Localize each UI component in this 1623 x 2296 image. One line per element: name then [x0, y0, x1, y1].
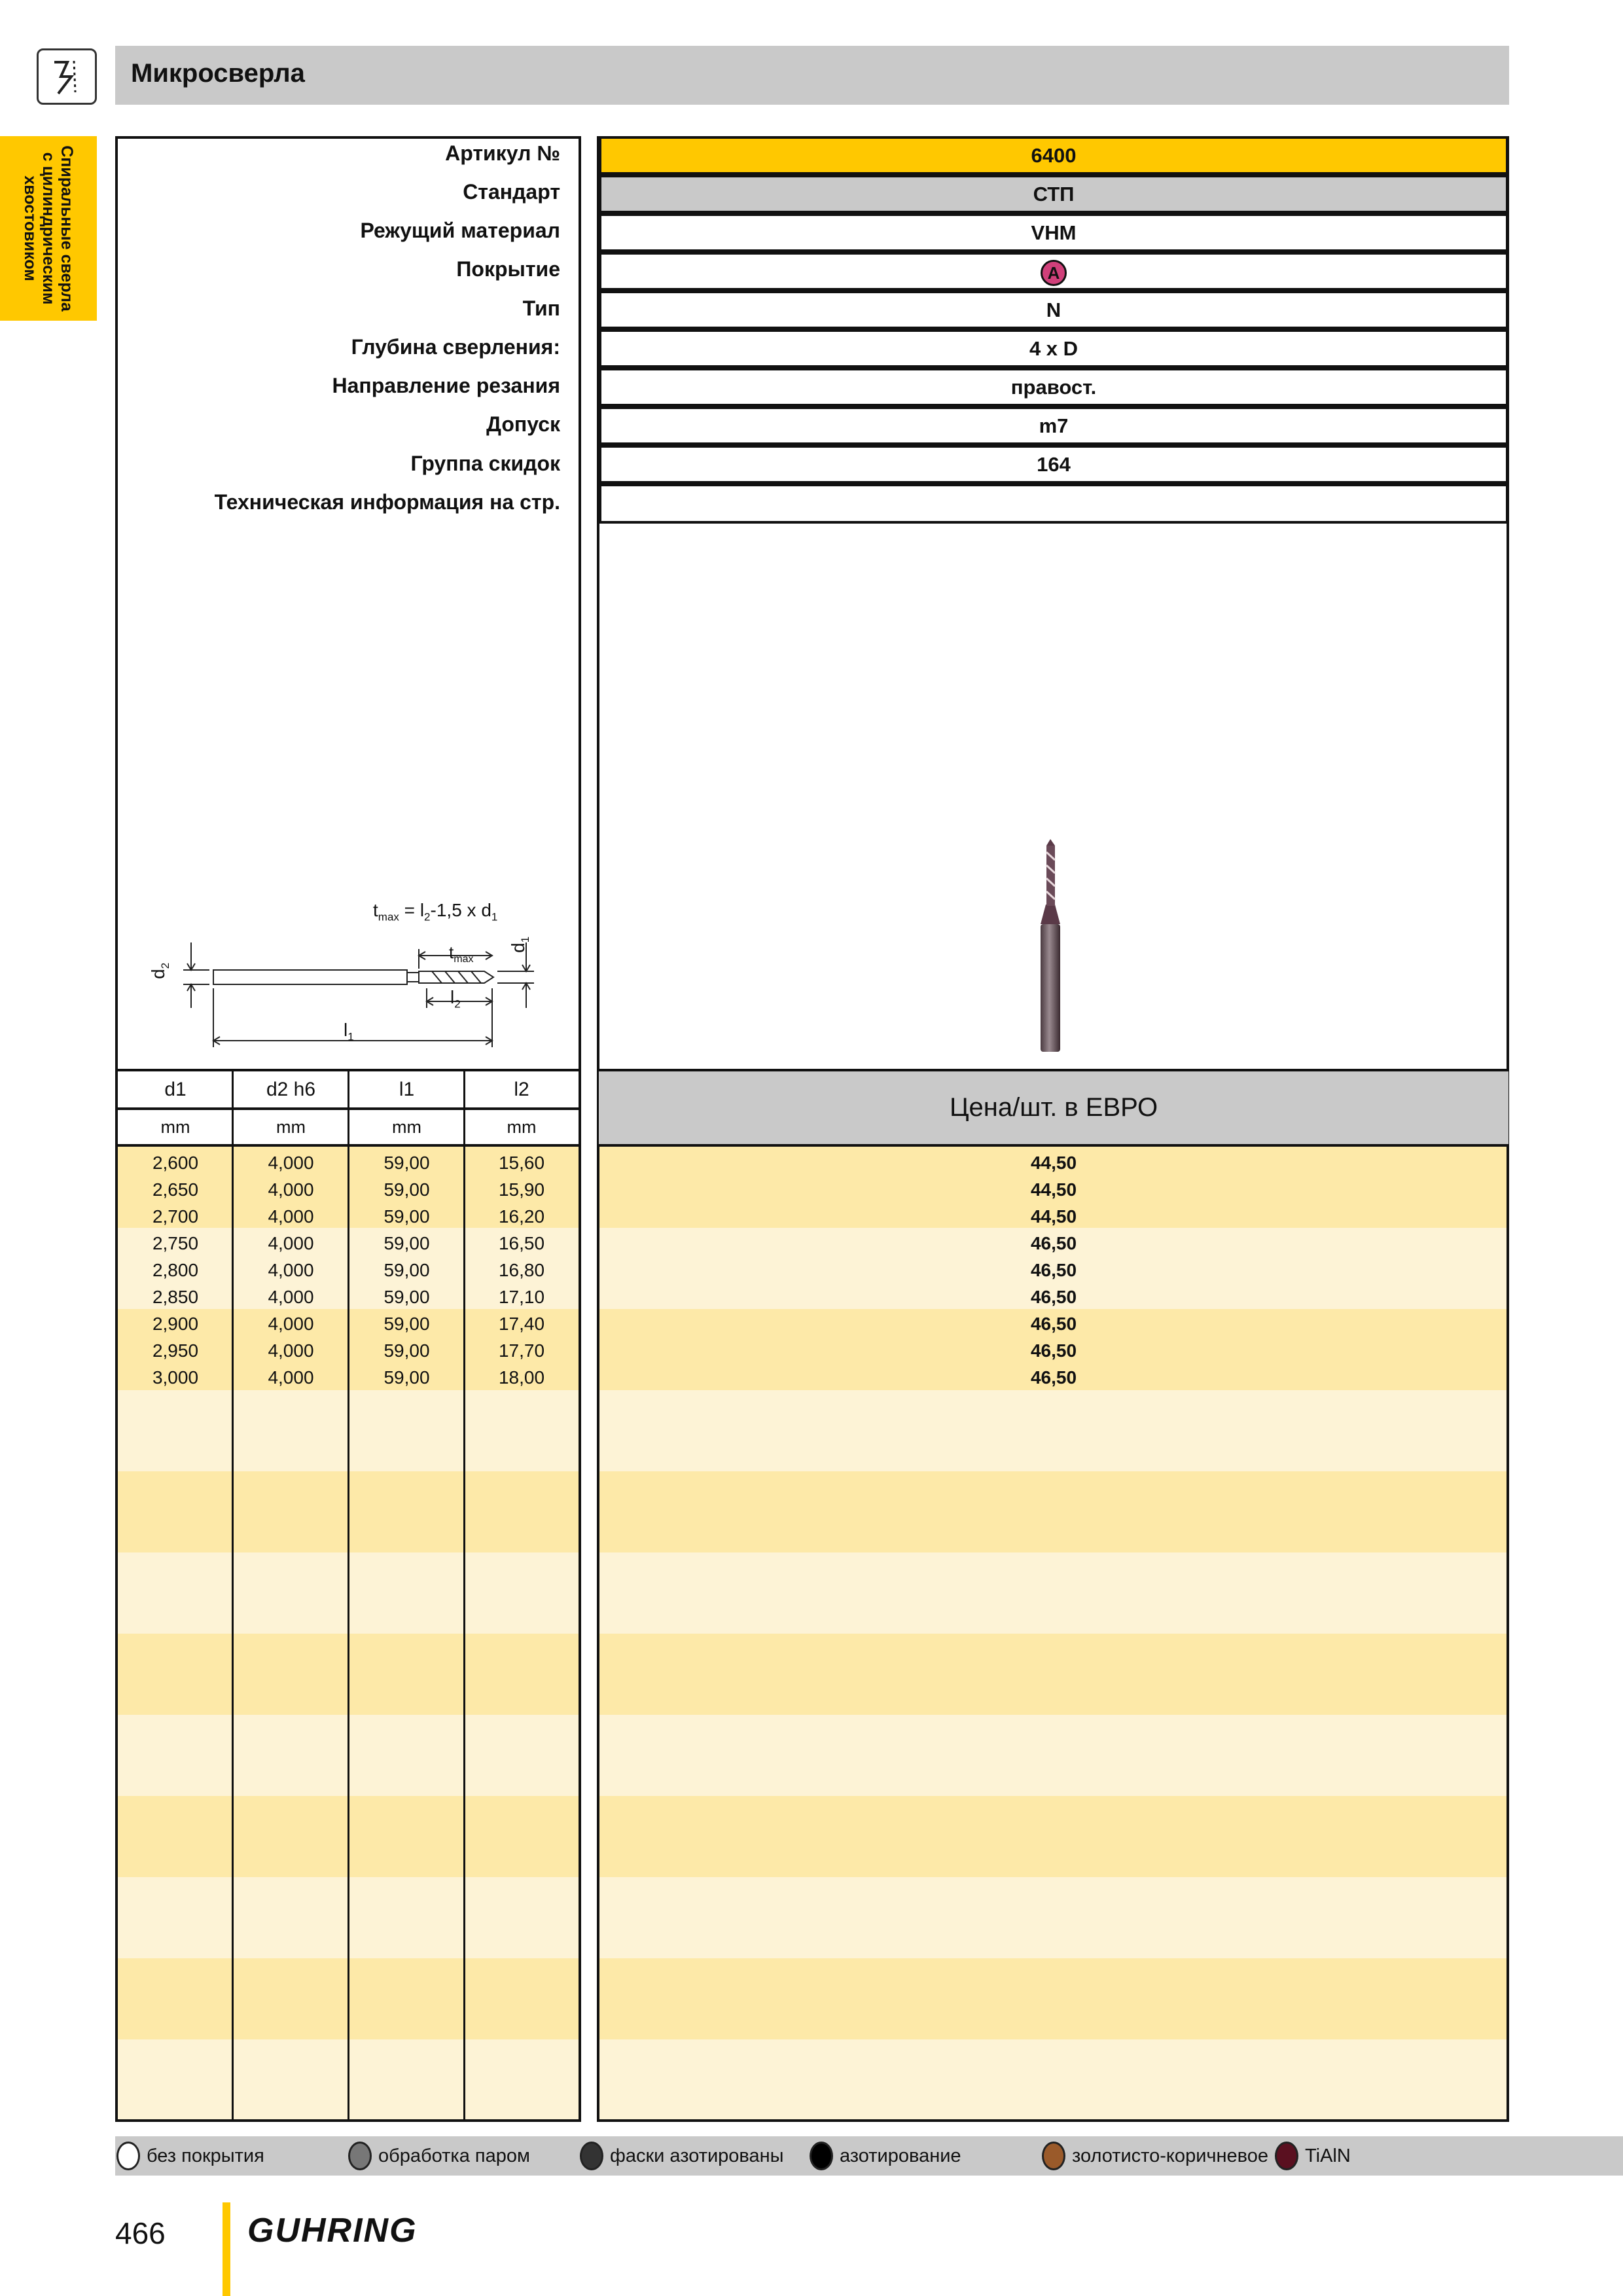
cell-l2: 18,00: [498, 1367, 545, 1388]
coating-dot-icon: [1042, 2142, 1065, 2170]
unit-l1: mm: [392, 1117, 421, 1137]
cell-d1: 2,650: [152, 1179, 199, 1200]
legend-label: TiAlN: [1305, 2145, 1351, 2166]
brand-logo: GUHRING: [247, 2212, 418, 2250]
legend-item: [580, 2136, 784, 2176]
footer-accent-bar: [223, 2202, 230, 2296]
legend-label: обработка паром: [378, 2145, 530, 2166]
cell-d1: 2,700: [152, 1206, 199, 1227]
cell-d1: 2,900: [152, 1314, 199, 1334]
cell-d2: 4,000: [268, 1260, 314, 1280]
page-title: Микросверла: [131, 59, 305, 88]
cell-l1: 59,00: [383, 1206, 430, 1227]
cell-price: 46,50: [1030, 1260, 1077, 1280]
drill-image: [1021, 839, 1080, 1055]
cell-d2: 4,000: [268, 1179, 314, 1200]
dim-d2-label: $d_2$: [148, 962, 171, 979]
cell-l1: 59,00: [383, 1340, 430, 1361]
spec-label-material: Режущий материал: [360, 219, 560, 242]
spec-value-coating: [599, 252, 1508, 291]
table-stripe: [599, 1634, 1507, 1715]
cell-l2: 17,70: [498, 1340, 545, 1361]
cell-l2: 17,40: [498, 1314, 545, 1334]
cell-d1: 2,950: [152, 1340, 199, 1361]
coating-dot-icon: [116, 2142, 140, 2170]
table-stripe: [599, 1715, 1507, 1796]
coating-badge-icon: A: [1041, 260, 1067, 286]
cell-price: 46,50: [1030, 1233, 1077, 1253]
spec-label-article: Артикул №: [445, 141, 560, 165]
col-header-d1: d1: [164, 1079, 187, 1100]
col-divider: [463, 1069, 465, 2122]
col-divider: [232, 1069, 234, 2122]
spec-value-material: VHM: [599, 213, 1508, 252]
legend-item: [116, 2136, 264, 2176]
dim-l2-label: $l_2$: [450, 987, 461, 1011]
spec-label-tolerance: Допуск: [486, 412, 560, 436]
cell-price: 44,50: [1030, 1153, 1077, 1173]
spec-value-article: 6400: [599, 136, 1508, 175]
dim-d1-label: $d_1$: [508, 936, 531, 953]
legend-label: фаски азотированы: [610, 2145, 784, 2166]
cell-l2: 16,80: [498, 1260, 545, 1280]
title-bar: [115, 46, 1509, 105]
spec-label-standard: Стандарт: [463, 180, 560, 204]
legend-label: золотисто-коричневое: [1072, 2145, 1268, 2166]
table-stripe: [599, 1796, 1507, 1877]
col-header-d2: d2 h6: [266, 1079, 316, 1100]
legend-item: [348, 2136, 530, 2176]
cell-l1: 59,00: [383, 1153, 430, 1173]
cell-d1: 2,850: [152, 1287, 199, 1307]
cell-d1: 2,800: [152, 1260, 199, 1280]
cell-d2: 4,000: [268, 1287, 314, 1307]
legend-label: азотирование: [840, 2145, 961, 2166]
cell-price: 44,50: [1030, 1206, 1077, 1227]
cell-d2: 4,000: [268, 1314, 314, 1334]
coating-dot-icon: [810, 2142, 833, 2170]
cell-l1: 59,00: [383, 1287, 430, 1307]
spec-label-type: Тип: [522, 296, 560, 320]
drawing-formula: $t_{max} = l_2-1,5$ x $d_1$: [373, 900, 498, 924]
coating-dot-icon: [348, 2142, 372, 2170]
spec-value-tolerance: m7: [599, 406, 1508, 445]
coating-dot-icon: [1275, 2142, 1298, 2170]
cell-l1: 59,00: [383, 1367, 430, 1388]
cell-l2: 15,90: [498, 1179, 545, 1200]
side-tab-line: Спиральные сверла: [58, 145, 76, 312]
cell-d2: 4,000: [268, 1340, 314, 1361]
dim-l1-label: $l_1$: [344, 1020, 354, 1043]
price-header: Цена/шт. в ЕВРО: [599, 1069, 1508, 1147]
spec-label-direction: Направление резания: [332, 374, 560, 397]
cell-price: 46,50: [1030, 1340, 1077, 1361]
section-logo-icon: [37, 48, 97, 105]
unit-d2: mm: [276, 1117, 306, 1137]
legend-label: без покрытия: [147, 2145, 264, 2166]
page-number: 466: [115, 2216, 166, 2250]
table-stripe: [599, 1471, 1507, 1552]
cell-price: 46,50: [1030, 1287, 1077, 1307]
table-stripe: [599, 1958, 1507, 2039]
spec-value-depth: 4 x D: [599, 329, 1508, 368]
cell-l1: 59,00: [383, 1179, 430, 1200]
spec-value-direction: правост.: [599, 368, 1508, 406]
cell-d1: 2,600: [152, 1153, 199, 1173]
spec-value-type: N: [599, 291, 1508, 329]
spec-value-discount: 164: [599, 445, 1508, 484]
legend-item: [1042, 2136, 1268, 2176]
cell-d2: 4,000: [268, 1206, 314, 1227]
table-stripe: [599, 2039, 1507, 2119]
spec-value-techinfo: [599, 484, 1508, 524]
legend-item: [810, 2136, 961, 2176]
cell-price: 46,50: [1030, 1314, 1077, 1334]
cell-l1: 59,00: [383, 1233, 430, 1253]
spec-label-discount: Группа скидок: [410, 452, 560, 475]
spec-label-depth: Глубина сверления:: [351, 335, 560, 359]
cell-d2: 4,000: [268, 1367, 314, 1388]
cell-l1: 59,00: [383, 1314, 430, 1334]
legend-item: [1275, 2136, 1351, 2176]
cell-l2: 16,50: [498, 1233, 545, 1253]
table-stripe: [599, 1552, 1507, 1634]
spec-value-standard: СТП: [599, 175, 1508, 213]
cell-d2: 4,000: [268, 1233, 314, 1253]
cell-d1: 3,000: [152, 1367, 199, 1388]
table-stripe: [599, 1390, 1507, 1471]
unit-l2: mm: [507, 1117, 537, 1137]
cell-d1: 2,750: [152, 1233, 199, 1253]
coating-dot-icon: [580, 2142, 603, 2170]
cell-l2: 17,10: [498, 1287, 545, 1307]
col-header-l1: l1: [399, 1079, 415, 1100]
cell-l2: 15,60: [498, 1153, 545, 1173]
side-tab-label: [0, 136, 97, 321]
col-header-l2: l2: [514, 1079, 529, 1100]
dim-tmax-label: $t_{max}$: [449, 942, 474, 965]
unit-d1: mm: [160, 1117, 190, 1137]
table-stripe: [599, 1877, 1507, 1958]
cell-price: 46,50: [1030, 1367, 1077, 1388]
cell-d2: 4,000: [268, 1153, 314, 1173]
cell-l2: 16,20: [498, 1206, 545, 1227]
cell-l1: 59,00: [383, 1260, 430, 1280]
col-divider: [348, 1069, 349, 2122]
side-tab-line: хвостовиком: [21, 175, 39, 281]
spec-label-coating: Покрытие: [456, 257, 560, 281]
side-tab-line: с цилиндрическим: [39, 152, 58, 305]
cell-price: 44,50: [1030, 1179, 1077, 1200]
spec-label-techinfo: Техническая информация на стр.: [214, 490, 560, 514]
